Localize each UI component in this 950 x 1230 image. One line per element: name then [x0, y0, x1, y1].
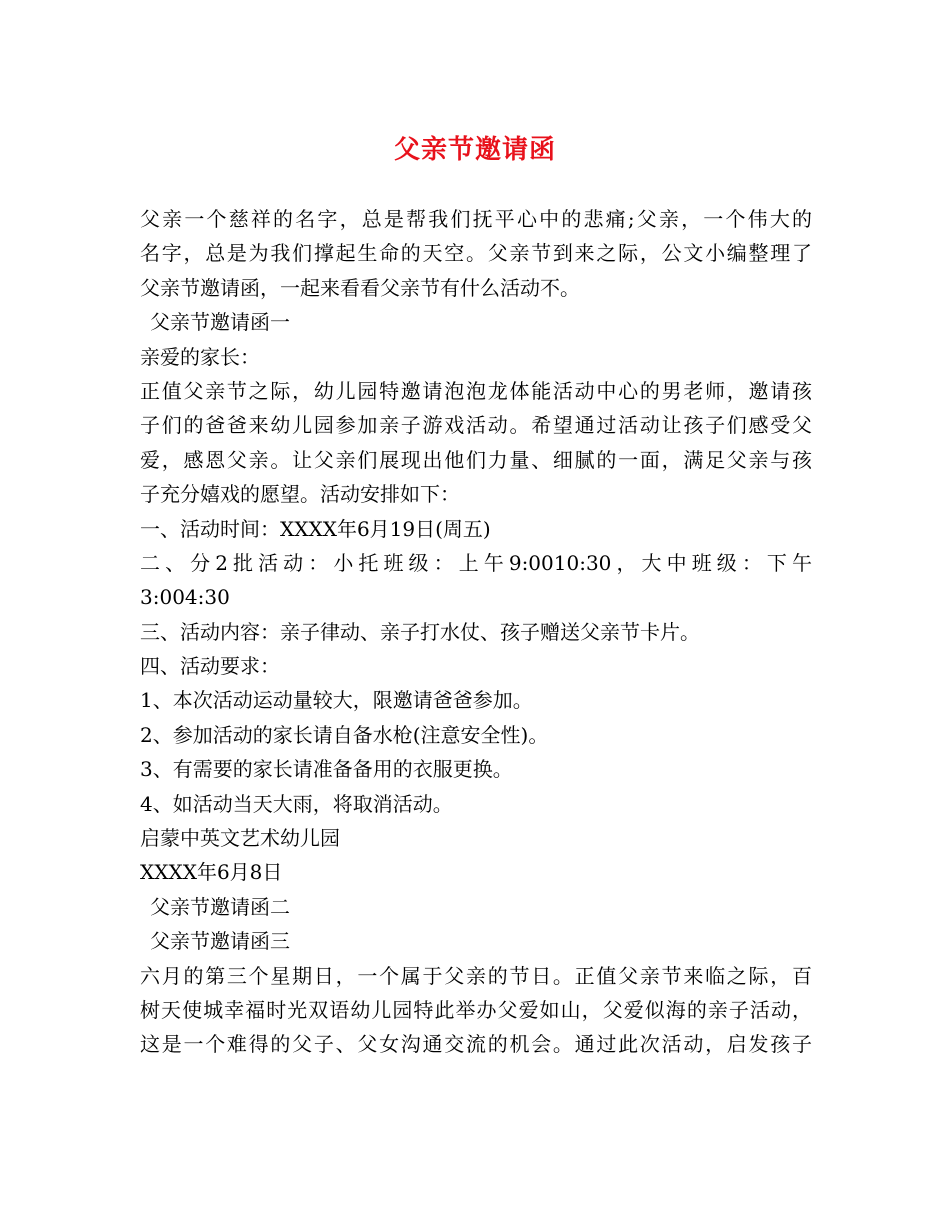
section-heading: 父亲节邀请函一 — [150, 310, 290, 335]
document-title: 父亲节邀请函 — [393, 135, 556, 165]
requirement-item: 4、如活动当天大雨，将取消活动。 — [140, 791, 453, 816]
signature-date: XXXX年6月8日 — [140, 860, 283, 885]
section-heading: 父亲节邀请函二 — [150, 894, 290, 919]
paragraph-line: 子们的爸爸来幼儿园参加亲子游戏活动。希望通过活动让孩子们感受父 — [140, 413, 812, 438]
requirement-item: 1、本次活动运动量较大，限邀请爸爸参加。 — [140, 688, 533, 713]
salutation: 亲爱的家长： — [140, 344, 260, 369]
paragraph-line: 六月的第三个星期日，一个属于父亲的节日。正值父亲节来临之际，百 — [140, 963, 812, 988]
paragraph-line: 这是一个难得的父子、父女沟通交流的机会。通过此次活动，启发孩子 — [140, 1032, 812, 1057]
document-body — [140, 202, 812, 1062]
section-heading: 父亲节邀请函三 — [150, 929, 290, 954]
paragraph-line: 子充分嬉戏的愿望。活动安排如下： — [140, 482, 460, 507]
paragraph-line: 名字，总是为我们撑起生命的天空。父亲节到来之际，公文小编整理了 — [140, 241, 812, 266]
requirement-item: 3、有需要的家长请准备备用的衣服更换。 — [140, 757, 513, 782]
list-item: 二、分2批活动：小托班级：上午9:0010:30，大中班级：下午 — [140, 550, 812, 575]
paragraph-line: 爱，感恩父亲。让父亲们展现出他们力量、细腻的一面，满足父亲与孩 — [140, 447, 812, 472]
paragraph-line: 父亲节邀请函，一起来看看父亲节有什么活动不。 — [140, 275, 580, 300]
signature-org: 启蒙中英文艺术幼儿园 — [140, 826, 340, 851]
list-item: 3:004:30 — [140, 585, 230, 610]
paragraph-line: 树天使城幸福时光双语幼儿园特此举办父爱如山，父爱似海的亲子活动， — [140, 997, 812, 1022]
paragraph-line: 父亲一个慈祥的名字，总是帮我们抚平心中的悲痛;父亲，一个伟大的 — [140, 207, 812, 231]
paragraph-line: 正值父亲节之际，幼儿园特邀请泡泡龙体能活动中心的男老师，邀请孩 — [140, 378, 812, 403]
list-item: 四、活动要求： — [140, 654, 280, 679]
list-item: 一、活动时间：XXXX年6月19日(周五) — [140, 516, 491, 541]
list-item: 三、活动内容：亲子律动、亲子打水仗、孩子赠送父亲节卡片。 — [140, 619, 700, 644]
requirement-item: 2、参加活动的家长请自备水枪(注意安全性)。 — [140, 722, 549, 747]
